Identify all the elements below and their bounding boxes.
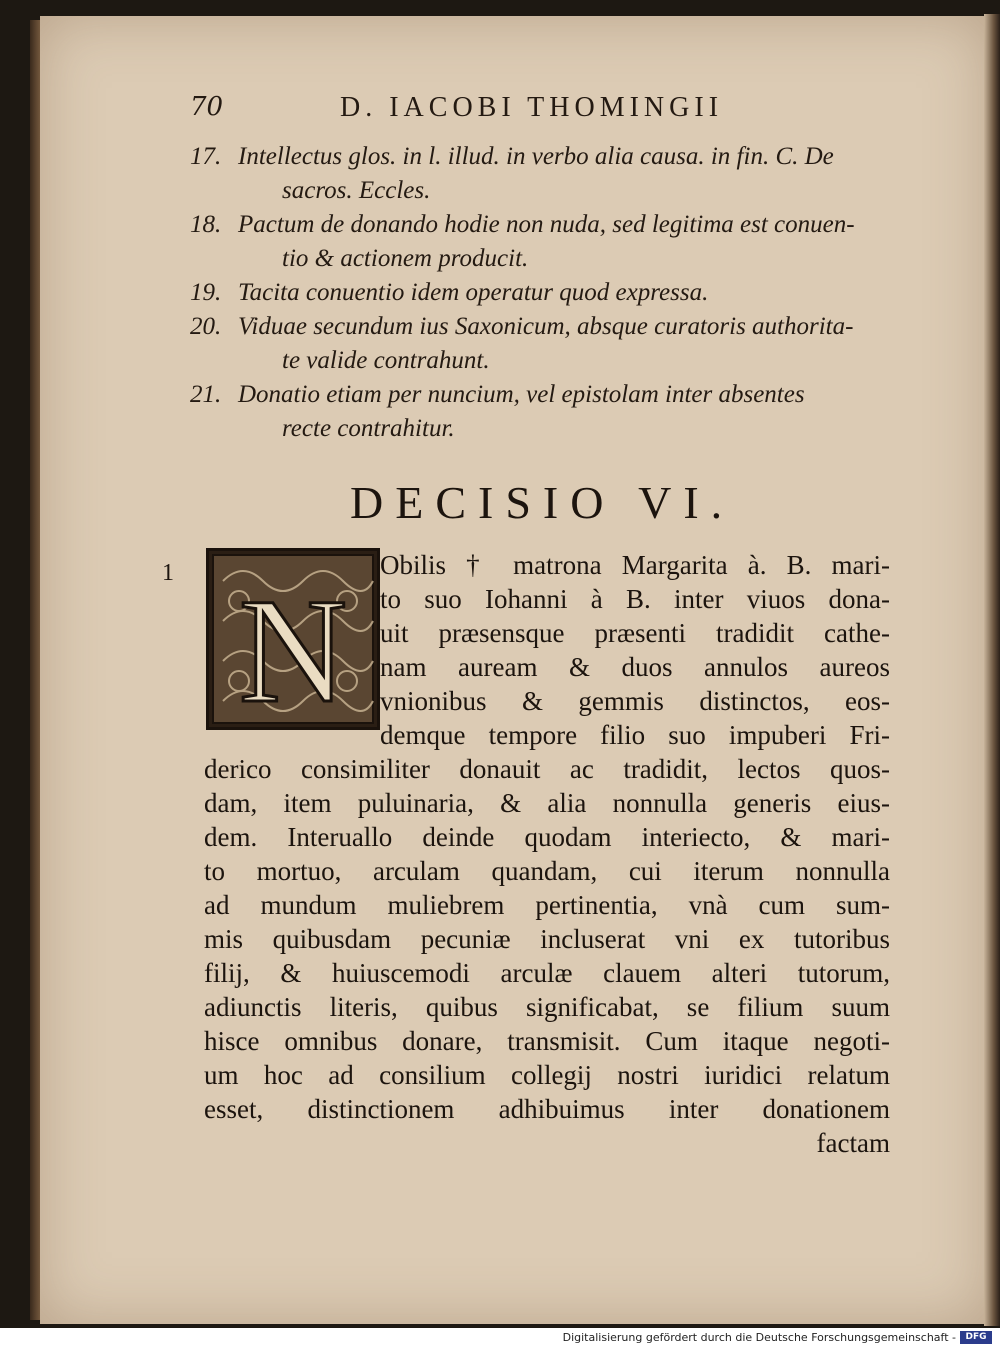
body-line: filij, & huiuscemodi arculæ clauem alteri tutorum,: [204, 958, 890, 988]
summary-line: Intellectus glos. in l. illud. in verbo alia causa. in fin. C. De: [238, 143, 834, 170]
body-line: demque tempore filio suo impuberi Fri-: [380, 720, 890, 750]
summary-line: Donatio etiam per nuncium, vel epistolam inter absentes: [238, 381, 805, 408]
decorated-initial: [206, 548, 380, 730]
body-line: Obilis † matrona Margarita à. B. mari-: [380, 550, 890, 580]
body-line: mis quibusdam pecuniæ incluserat vni ex tutoribus: [204, 924, 890, 954]
summary-line: tio & actionem producit.: [282, 245, 529, 272]
summary-line: recte contrahitur.: [282, 415, 455, 442]
body-line: uit præsensque præsenti tradidit cathe-: [380, 618, 890, 648]
body-line: esset, distinctionem adhibuimus inter donationem: [204, 1094, 890, 1124]
body-line: to mortuo, arculam quandam, cui iterum nonnulla: [204, 856, 890, 886]
body-line: nam auream & duos annulos aureos: [380, 652, 890, 682]
decorated-initial-ornament: [209, 551, 377, 727]
body-line: ad mundum muliebrem pertinentia, vnà cum sum-: [204, 890, 890, 920]
summary-number: 20.: [190, 313, 222, 340]
summary-list: [190, 140, 900, 446]
summary-number: 19.: [190, 279, 222, 306]
section-heading: DECISIO VI.: [350, 477, 735, 528]
body-line: adiunctis literis, quibus significabat, se filium suum: [204, 992, 890, 1022]
running-title: D. IACOBI THOMINGII: [340, 92, 724, 123]
body-line: derico consimiliter donauit ac tradidit, lectos quos-: [204, 754, 890, 784]
summary-number: 17.: [190, 143, 222, 170]
summary-number: 21.: [190, 381, 222, 408]
footer-credit: Digitalisierung gefördert durch die Deutsche Forschungsgemeinschaft -: [562, 1331, 956, 1344]
summary-line: Viduae secundum ius Saxonicum, absque curatoris authorita-: [238, 313, 854, 340]
body-line: dam, item puluinaria, & alia nonnulla generis eius-: [204, 788, 890, 818]
summary-item: [190, 208, 900, 276]
footer-bar: [0, 1328, 1000, 1347]
body-line: dem. Interuallo deinde quodam interiecto, & mari-: [204, 822, 890, 852]
dfg-logo: DFG: [960, 1331, 992, 1344]
catchword: factam: [816, 1128, 890, 1158]
body-line: vnionibus & gemmis distinctos, eos-: [380, 686, 890, 716]
body-line: um hoc ad consilium collegij nostri iuridici relatum: [204, 1060, 890, 1090]
page-edge-right: [984, 14, 1000, 1326]
summary-item: [190, 310, 900, 378]
summary-line: Tacita conuentio idem operatur quod expressa.: [238, 279, 709, 306]
margin-note: 1: [162, 560, 174, 586]
running-head: [190, 92, 890, 132]
summary-line: sacros. Eccles.: [282, 177, 431, 204]
summary-item: [190, 140, 900, 208]
initial-letter: N: [238, 568, 348, 727]
body-line: hisce omnibus donare, transmisit. Cum itaque negoti-: [204, 1026, 890, 1056]
page-number: 70: [190, 92, 224, 122]
summary-number: 18.: [190, 211, 222, 238]
body-line: to suo Iohanni à B. inter viuos dona-: [380, 584, 890, 614]
summary-item: [190, 378, 900, 446]
summary-line: te valide contrahunt.: [282, 347, 490, 374]
summary-item: [190, 276, 900, 310]
summary-line: Pactum de donando hodie non nuda, sed legitima est conuen-: [238, 211, 855, 238]
